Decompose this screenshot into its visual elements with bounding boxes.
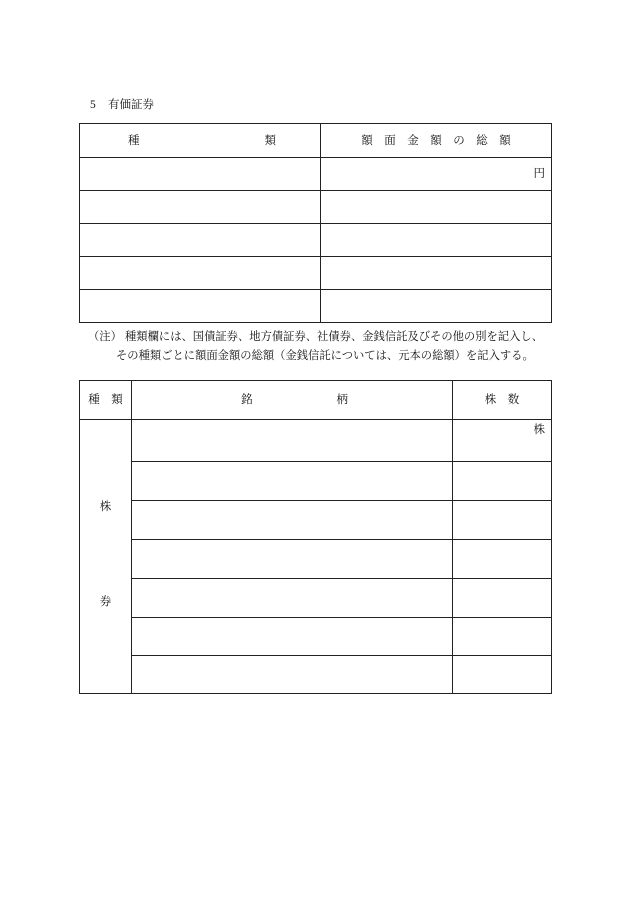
yen-unit: 円 — [533, 168, 545, 180]
issue-cell — [132, 420, 453, 462]
shares-cell — [453, 618, 552, 656]
amount-cell — [321, 224, 552, 257]
table-row — [80, 656, 552, 694]
kind-cell — [80, 224, 321, 257]
stock-table — [79, 380, 552, 694]
issue-cell — [132, 540, 453, 579]
table-row — [80, 618, 552, 656]
amount-cell — [321, 290, 552, 323]
issue-cell — [132, 618, 453, 656]
table-row — [80, 579, 552, 618]
category-cell — [80, 420, 132, 694]
amount-cell — [321, 191, 552, 224]
note-line: 種類欄には、国債証券、地方債証券、社債券、金銭信託及びその他の別を記入し、 — [125, 331, 543, 343]
table-row — [80, 540, 552, 579]
issue-cell — [132, 462, 453, 501]
table-header-row — [80, 381, 552, 420]
header-issue-char: 柄 — [336, 394, 348, 406]
category-char: 株 — [99, 501, 112, 513]
header-issue-cell — [132, 381, 453, 420]
section-number: 5 — [90, 99, 96, 111]
header-kind-char: 類 — [264, 134, 276, 147]
table-header-row — [80, 124, 552, 158]
shares-cell — [453, 420, 552, 462]
table-row — [80, 420, 552, 462]
issue-cell — [132, 501, 453, 540]
header-shares-cell — [453, 381, 552, 420]
header-amount-cell — [321, 124, 552, 158]
section-title: 有価証券 — [108, 99, 154, 111]
header-kind-cell — [80, 381, 132, 420]
header-kind-cell — [80, 124, 321, 158]
kind-cell — [80, 257, 321, 290]
issue-cell — [132, 656, 453, 694]
amount-cell — [321, 257, 552, 290]
shares-unit: 株 — [533, 424, 545, 436]
note-label: （注） — [88, 331, 122, 343]
shares-cell — [453, 656, 552, 694]
securities-table — [79, 123, 552, 323]
table-row — [80, 462, 552, 501]
shares-cell — [453, 462, 552, 501]
header-kind-label: 種 類 — [88, 394, 123, 406]
table-row — [80, 224, 552, 257]
kind-cell — [80, 158, 321, 191]
kind-cell — [80, 290, 321, 323]
table-row — [80, 191, 552, 224]
category-char: 券 — [99, 596, 112, 608]
amount-cell — [321, 158, 552, 191]
header-amount-label: 額 面 金 額 の 総 額 — [361, 134, 511, 147]
kind-cell — [80, 191, 321, 224]
header-shares-label: 株 数 — [484, 394, 520, 406]
shares-cell — [453, 579, 552, 618]
header-issue-char: 銘 — [241, 394, 253, 406]
table-row — [80, 501, 552, 540]
table-row — [80, 290, 552, 323]
note-line: その種類ごとに額面金額の総額（金銭信託については、元本の総額）を記入する。 — [116, 350, 534, 362]
header-kind-char: 種 — [128, 134, 140, 147]
table-row — [80, 257, 552, 290]
shares-cell — [453, 501, 552, 540]
issue-cell — [132, 579, 453, 618]
shares-cell — [453, 540, 552, 579]
table-row — [80, 158, 552, 191]
